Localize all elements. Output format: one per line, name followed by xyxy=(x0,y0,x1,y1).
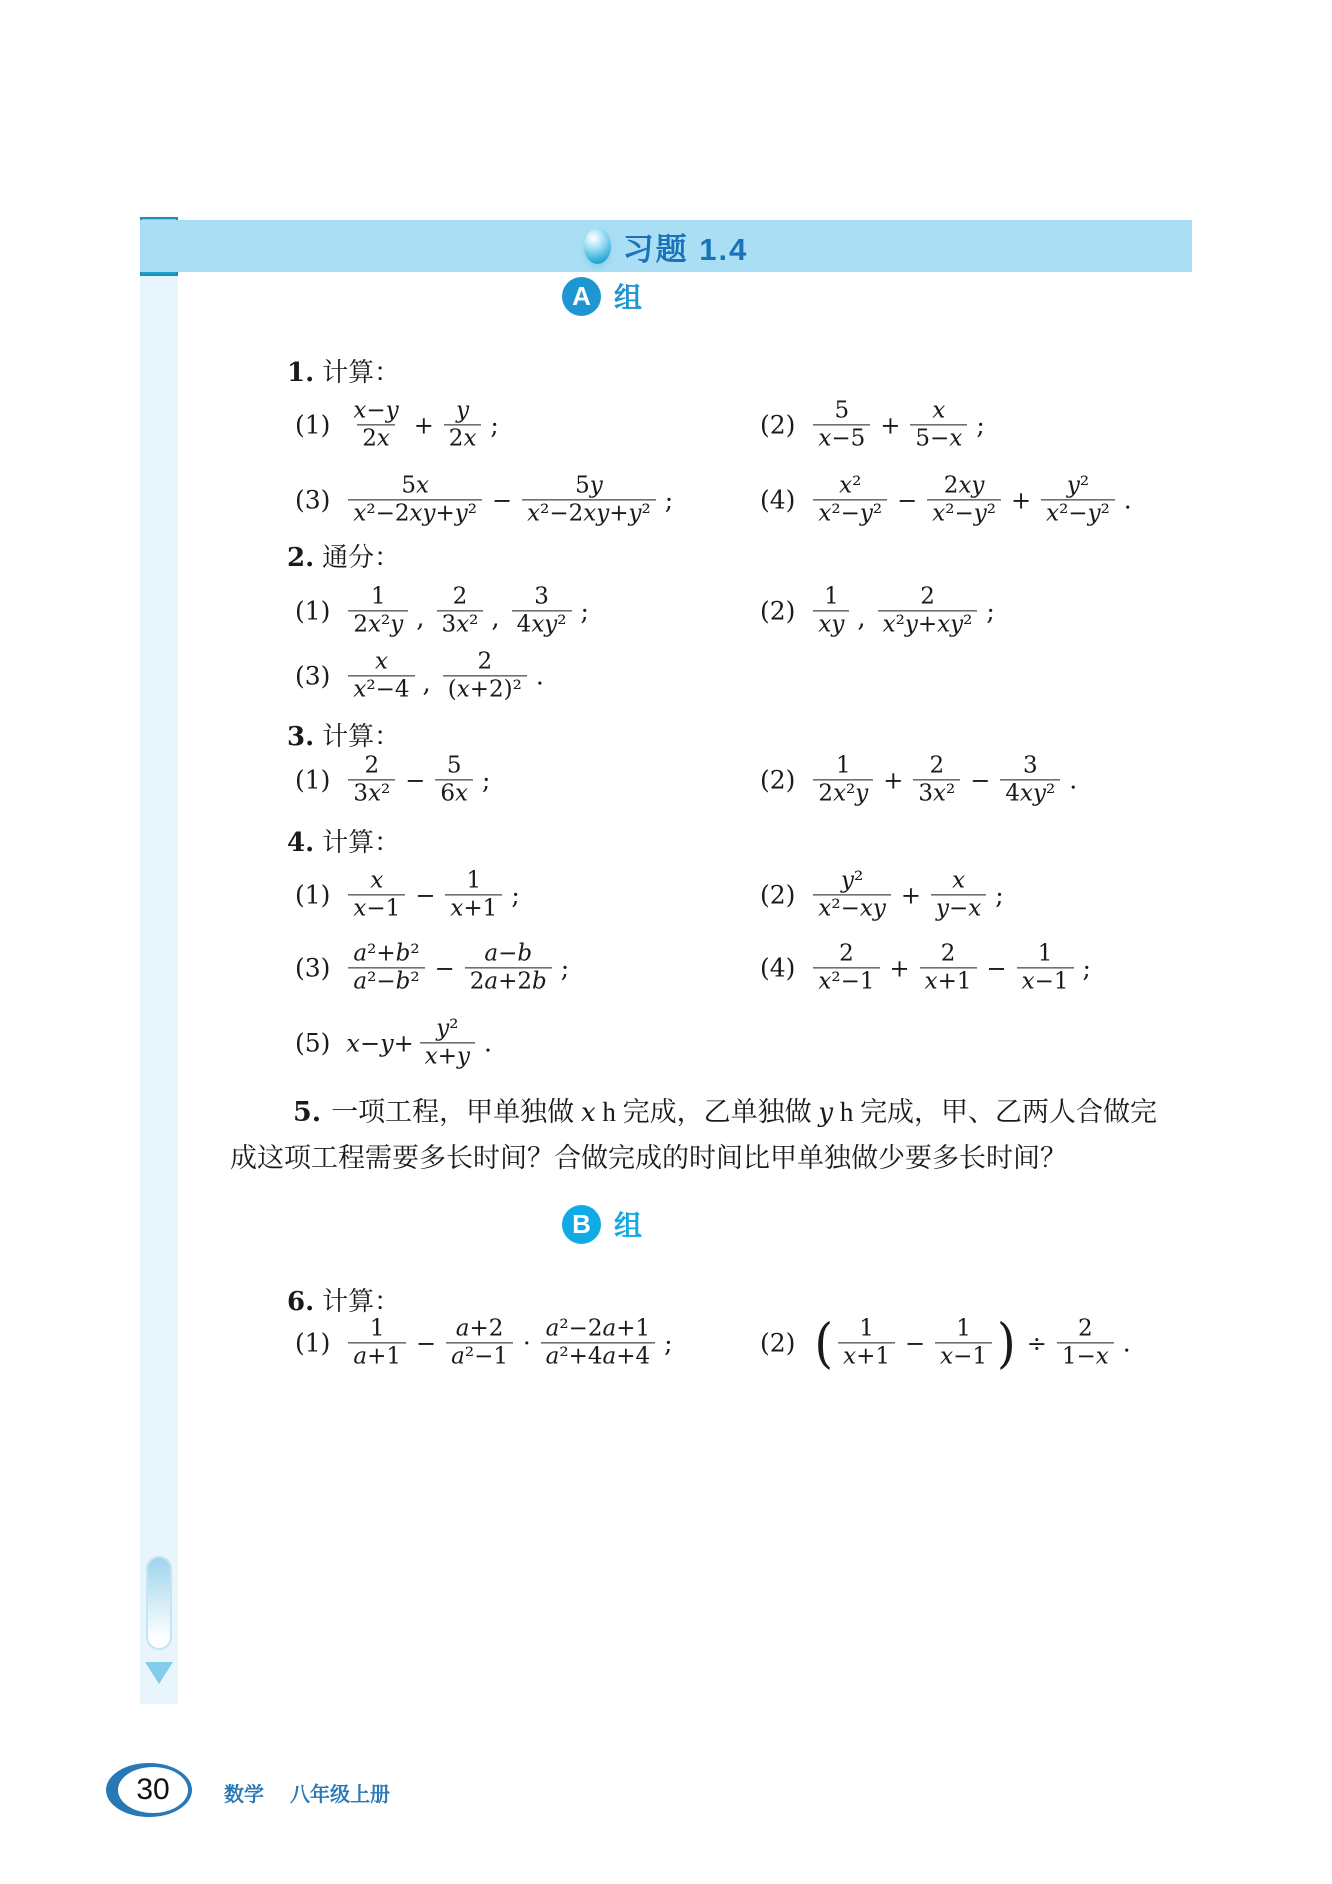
item-label: (1) xyxy=(295,596,331,626)
problem-2-title xyxy=(287,537,400,574)
fraction: $\frac{a+2}{\text{a²−1}}$ xyxy=(446,1315,513,1370)
problem-4-row-3 xyxy=(295,1008,1275,1078)
item-label: (2) xyxy=(760,596,796,626)
problem-number: 4. xyxy=(287,828,315,858)
fraction: $\frac{\text{a²+b²}}{\text{a²−b²}}$ xyxy=(348,940,424,995)
problem-6-row-1 xyxy=(295,1308,1275,1378)
problem-2-row-1 xyxy=(295,576,1275,646)
punctuation: . xyxy=(1123,485,1132,515)
operator: − xyxy=(970,766,991,794)
operator: − xyxy=(415,881,436,909)
fraction: $\frac{1}{x-1}$ xyxy=(935,1315,992,1370)
problem-number: 3. xyxy=(287,722,315,752)
operator: − xyxy=(416,1329,437,1357)
punctuation: ; xyxy=(664,1328,673,1358)
operator: ÷ xyxy=(1026,1329,1047,1357)
fraction: $\frac{1}{x-1}$ xyxy=(1017,940,1074,995)
exercise-item xyxy=(295,648,544,703)
fraction: $\frac{2}{\text{3x²}}$ xyxy=(913,752,960,807)
punctuation: ; xyxy=(482,765,491,795)
problem-4-row-1 xyxy=(295,860,1275,930)
problem-5-line-2 xyxy=(230,1136,1067,1175)
problem-1-row-2 xyxy=(295,463,1275,537)
operator: − xyxy=(897,486,918,514)
punctuation: . xyxy=(1122,1328,1131,1358)
fraction: $\frac{2}{\text{3x²}}$ xyxy=(437,583,484,638)
comma: , xyxy=(416,603,425,633)
fraction: $\frac{\text{y²}}{\text{x²−xy}}$ xyxy=(813,867,890,922)
fraction: $\frac{\text{a²−2a+1}}{\text{a²+4a+4}}$ xyxy=(541,1315,655,1370)
fraction: $\frac{1}{\text{2x²y}}$ xyxy=(813,752,873,807)
item-label: (1) xyxy=(295,410,331,440)
group-a-badge: A xyxy=(562,277,601,316)
problem-3-row-1 xyxy=(295,745,1275,815)
operator: + xyxy=(880,411,901,439)
punctuation: ; xyxy=(1082,953,1091,983)
operator: − xyxy=(986,954,1007,982)
punctuation: . xyxy=(535,661,544,691)
problem-number: 1. xyxy=(287,358,315,388)
sidebar-strip xyxy=(140,276,178,1704)
problem-number: 6. xyxy=(287,1287,315,1317)
item-label: (3) xyxy=(295,661,331,691)
text-run: 成这项工程需要多长时间？合做完成的时间比甲单独做少要多长时间？ xyxy=(230,1143,1067,1173)
punctuation: ; xyxy=(490,410,499,440)
exercise-banner xyxy=(140,220,1192,272)
text-run: h 完成，乙单独做 xyxy=(595,1097,819,1127)
problem-5-text xyxy=(230,1143,1067,1173)
operator: + xyxy=(883,766,904,794)
fraction: $\frac{2xy}{\text{x²−y²}}$ xyxy=(927,472,1001,527)
operator: + xyxy=(889,954,910,982)
left-paren-icon: ( xyxy=(814,1311,834,1375)
fraction: $\frac{1}{x+1}$ xyxy=(838,1315,895,1370)
fraction: $\frac{\text{x²}}{\text{x²−y²}}$ xyxy=(813,472,887,527)
exercise-item xyxy=(295,940,569,995)
exercise-item xyxy=(760,940,1091,995)
fraction: $\frac{x-y}{2x}$ xyxy=(353,397,399,452)
exercise-item xyxy=(760,867,1004,922)
group-b-badge: B xyxy=(562,1205,601,1244)
fraction: $\frac{2}{\text{x²−1}}$ xyxy=(813,940,879,995)
fraction: $\frac{2}{\text{(x+2)²}}$ xyxy=(443,648,527,703)
exercise-item xyxy=(295,1015,492,1070)
punctuation: ; xyxy=(560,953,570,983)
item-label: (1) xyxy=(295,880,331,910)
operator: − xyxy=(434,954,455,982)
punctuation: . xyxy=(1069,765,1078,795)
item-label: (3) xyxy=(295,953,331,983)
scroll-thumb[interactable] xyxy=(146,1556,172,1650)
fraction: $\frac{5x}{\text{x²−2xy+y²}}$ xyxy=(348,472,482,527)
item-label: (2) xyxy=(760,765,796,795)
problem-title-text: 计算： xyxy=(322,358,401,387)
math-variable: y xyxy=(818,1098,834,1128)
punctuation: . xyxy=(484,1028,492,1058)
exercise-title: 习题 1.4 xyxy=(622,231,749,267)
fraction: $\frac{5}{6x}$ xyxy=(435,752,473,807)
problem-1-row-1 xyxy=(295,390,1275,460)
problem-4-row-2 xyxy=(295,933,1275,1003)
item-label: (1) xyxy=(295,1328,331,1358)
fraction: $\frac{1}{x+1}$ xyxy=(445,867,502,922)
problem-number: 2. xyxy=(287,543,315,573)
operator: + xyxy=(413,411,434,439)
item-label: (5) xyxy=(295,1028,331,1058)
problem-1-title xyxy=(287,352,400,389)
item-label: (2) xyxy=(760,1328,796,1358)
operator: − xyxy=(492,486,513,514)
fraction: $\frac{2}{\text{3x²}}$ xyxy=(348,752,395,807)
text-run: h 完成，甲、乙两人合做完 xyxy=(833,1097,1158,1127)
punctuation: ; xyxy=(995,880,1004,910)
item-label: (4) xyxy=(760,485,796,515)
operator: − xyxy=(905,1329,926,1357)
problem-4-title xyxy=(287,822,400,859)
punctuation: ; xyxy=(511,880,520,910)
page-number: 30 xyxy=(118,1767,188,1813)
punctuation: ; xyxy=(986,596,995,626)
fraction: $\frac{3}{\text{4xy²}}$ xyxy=(1000,752,1060,807)
fraction: $\frac{x}{y-x}$ xyxy=(931,867,986,922)
exercise-item xyxy=(295,867,520,922)
fraction: $\frac{x}{x-1}$ xyxy=(348,867,405,922)
footer-book-info xyxy=(224,1778,390,1807)
problem-title-text: 计算： xyxy=(322,1287,401,1316)
fraction: $\frac{2}{x+1}$ xyxy=(920,940,977,995)
fraction: $\frac{x}{5-x}$ xyxy=(910,397,967,452)
scroll-down-icon[interactable] xyxy=(145,1662,173,1684)
fraction: $\frac{1}{\text{2x²y}}$ xyxy=(348,583,408,638)
operator: + xyxy=(1010,486,1032,514)
fraction: $\frac{5}{x-5}$ xyxy=(813,397,870,452)
page-number-badge xyxy=(106,1763,192,1817)
problem-title-text: 通分： xyxy=(322,543,401,572)
problem-5-line-1 xyxy=(293,1090,1157,1129)
fraction: $\frac{x}{\text{x²−4}}$ xyxy=(348,648,414,703)
item-label: (2) xyxy=(760,880,796,910)
exercise-item xyxy=(295,1315,673,1370)
problem-title-text: 计算： xyxy=(322,828,401,857)
comma: , xyxy=(857,603,866,633)
exercise-item xyxy=(760,752,1077,807)
fraction: $\frac{2}{\text{x²y+xy²}}$ xyxy=(878,583,978,638)
fraction: $\frac{\text{y²}}{\text{x²−y²}}$ xyxy=(1041,472,1115,527)
comma: , xyxy=(422,668,431,698)
footer-volume: 八年级上册 xyxy=(290,1784,390,1806)
operator: · xyxy=(523,1329,531,1357)
fraction: $\frac{1}{a+1}$ xyxy=(348,1315,406,1370)
exercise-item xyxy=(295,583,589,638)
operator: + xyxy=(900,881,921,909)
punctuation: ; xyxy=(580,596,589,626)
group-b-header xyxy=(562,1204,642,1244)
item-label: (4) xyxy=(760,953,796,983)
banner-title xyxy=(584,224,749,269)
exercise-item xyxy=(760,1311,1131,1375)
text-run: 一项工程，甲单独做 xyxy=(331,1097,581,1127)
fraction: $\frac{\text{y²}}{x+y}$ xyxy=(420,1015,475,1070)
item-label: (3) xyxy=(295,485,331,515)
operator: − xyxy=(405,766,426,794)
item-label: (2) xyxy=(760,410,796,440)
punctuation: ; xyxy=(976,410,985,440)
fraction: $\frac{5y}{\text{x²−2xy+y²}}$ xyxy=(522,472,656,527)
problem-number: 5. xyxy=(293,1097,322,1128)
fraction: $\frac{y}{2x}$ xyxy=(444,397,482,452)
exercise-item xyxy=(295,397,499,452)
exercise-item xyxy=(295,752,490,807)
fraction: $\frac{a-b}{2a+2b}$ xyxy=(465,940,552,995)
problem-5-text xyxy=(331,1097,1157,1127)
right-paren-icon: ) xyxy=(997,1311,1016,1375)
group-a-label: 组 xyxy=(614,283,643,314)
exercise-item xyxy=(760,472,1132,527)
fraction: $\frac{3}{\text{4xy²}}$ xyxy=(512,583,572,638)
group-b-label: 组 xyxy=(614,1211,643,1242)
problem-title-text: 计算： xyxy=(322,722,401,751)
globe-icon xyxy=(584,228,611,264)
exercise-item xyxy=(760,583,995,638)
math-text: x−y+ xyxy=(346,1029,414,1057)
problem-2-row-2 xyxy=(295,641,1275,711)
fraction: $\frac{2}{1-x}$ xyxy=(1057,1315,1114,1370)
comma: , xyxy=(491,603,500,633)
group-a-header xyxy=(562,276,642,316)
punctuation: ; xyxy=(664,485,674,515)
math-variable: x xyxy=(580,1098,596,1128)
footer-subject: 数学 xyxy=(224,1784,264,1806)
exercise-item xyxy=(760,397,985,452)
item-label: (1) xyxy=(295,765,331,795)
exercise-item xyxy=(295,472,673,527)
fraction: $\frac{1}{xy}$ xyxy=(813,583,849,638)
